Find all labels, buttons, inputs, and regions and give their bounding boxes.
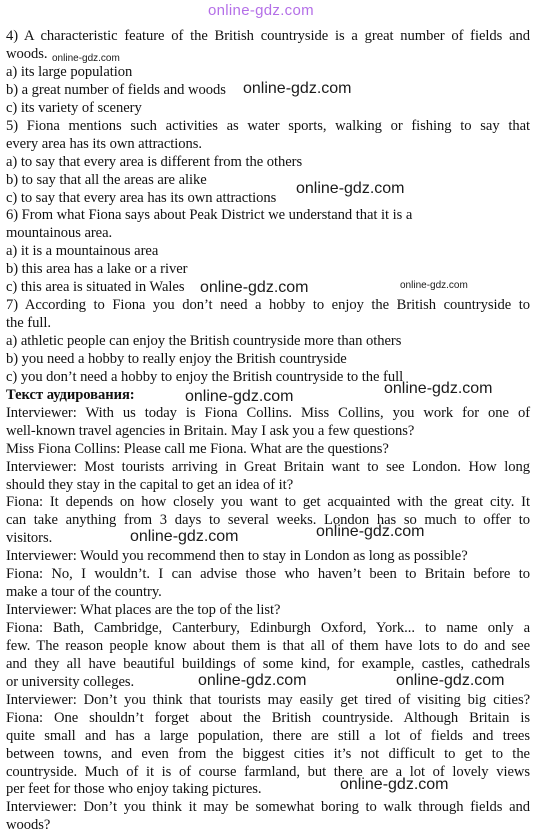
text-line: per feet for those who enjoy taking pictures. xyxy=(6,781,262,797)
text-line: Fiona: One shouldn’t forget about the British countryside. Although Britain is xyxy=(6,710,530,726)
text-line: woods. xyxy=(6,46,48,62)
watermark: online-gdz.com xyxy=(400,280,468,291)
text-line: b) to say that all the areas are alike xyxy=(6,172,207,188)
text-line: Interviewer: Would you recommend then to stay in London as long as possible? xyxy=(6,548,468,564)
text-line: mountainous area. xyxy=(6,225,113,241)
text-line: quite small and has a large population, there are still a lot of fields and trees xyxy=(6,728,530,744)
text-line: can take anything from 3 days to several weeks. London has so much to offer to xyxy=(6,512,530,528)
watermark: online-gdz.com xyxy=(185,388,294,405)
text-line: Fiona: No, I wouldn’t. I can advise those who haven’t been to Britain before to xyxy=(6,566,530,582)
text-line: Miss Fiona Collins: Please call me Fiona. What are the questions? xyxy=(6,441,389,457)
text-line: a) its large population xyxy=(6,64,133,80)
watermark: online-gdz.com xyxy=(396,672,505,689)
text-line: a) athletic people can enjoy the British countryside more than others xyxy=(6,333,402,349)
text-line: between towns, and even from the biggest cities it’s not difficult to get to the xyxy=(6,746,530,762)
text-line: few. The reason people know about them is that all of them have lots to do and see xyxy=(6,638,530,654)
text-line: or university colleges. xyxy=(6,674,135,690)
text-line: c) this area is situated in Wales xyxy=(6,279,185,295)
text-line: a) to say that every area is different from the others xyxy=(6,154,303,170)
watermark: online-gdz.com xyxy=(200,279,309,296)
text-line: Interviewer: Don’t you think it may be somewhat boring to walk through fields and xyxy=(6,799,530,815)
text-line: 7) According to Fiona you don’t need a hobby to enjoy the British countryside to xyxy=(6,297,530,313)
text-line: every area has its own attractions. xyxy=(6,136,203,152)
watermark: online-gdz.com xyxy=(52,53,120,64)
text-line: Interviewer: With us today is Fiona Collins. Miss Collins, you work for one of xyxy=(6,405,530,421)
text-line: 4) A characteristic feature of the British countryside is a great number of fields and xyxy=(6,28,530,44)
text-line: b) this area has a lake or a river xyxy=(6,261,188,277)
watermark: online-gdz.com xyxy=(316,523,425,540)
watermark: online-gdz.com xyxy=(130,528,239,545)
watermark: online-gdz.com xyxy=(384,380,493,397)
header-watermark: online-gdz.com xyxy=(208,2,314,19)
text-line: woods? xyxy=(6,817,51,833)
text-line: the full. xyxy=(6,315,51,331)
watermark: online-gdz.com xyxy=(340,776,449,793)
text-line: should they stay in the capital to get an idea of it? xyxy=(6,477,294,493)
text-line: make a tour of the country. xyxy=(6,584,162,600)
text-line: a) it is a mountainous area xyxy=(6,243,159,259)
text-line: c) its variety of scenery xyxy=(6,100,142,116)
text-line: b) a great number of fields and woods xyxy=(6,82,226,98)
text-line: Fiona: It depends on how closely you want to get acquainted with the great city. It xyxy=(6,494,530,510)
watermark: online-gdz.com xyxy=(296,180,405,197)
text-line: and they all have beautiful buildings of some kind, for example, castles, cathedrals xyxy=(6,656,530,672)
text-line: Fiona: Bath, Cambridge, Canterbury, Edinburgh Oxford, York... to name only a xyxy=(6,620,530,636)
text-line: c) you don’t need a hobby to enjoy the British countryside to the full xyxy=(6,369,404,385)
text-line: well-known travel agencies in Britain. May I ask you a few questions? xyxy=(6,423,415,439)
text-line: c) to say that every area has its own attractions xyxy=(6,190,277,206)
watermark: online-gdz.com xyxy=(198,672,307,689)
text-line: 5) Fiona mentions such activities as water sports, walking or fishing to say that xyxy=(6,118,530,134)
text-line: Interviewer: Most tourists arriving in Great Britain want to see London. How long xyxy=(6,459,530,475)
watermark: online-gdz.com xyxy=(243,80,352,97)
section-heading: Текст аудирования: xyxy=(6,387,135,403)
text-line: visitors. xyxy=(6,530,53,546)
text-line: Interviewer: What places are the top of the list? xyxy=(6,602,281,618)
text-line: Interviewer: Don’t you think that tourists may easily get tired of visiting big cities? xyxy=(6,692,530,708)
text-line: countryside. Much of it is of course farmland, but there are a lot of lovely views xyxy=(6,764,530,780)
text-line: b) you need a hobby to really enjoy the British countryside xyxy=(6,351,347,367)
text-line: 6) From what Fiona says about Peak District we understand that it is a xyxy=(6,207,413,223)
